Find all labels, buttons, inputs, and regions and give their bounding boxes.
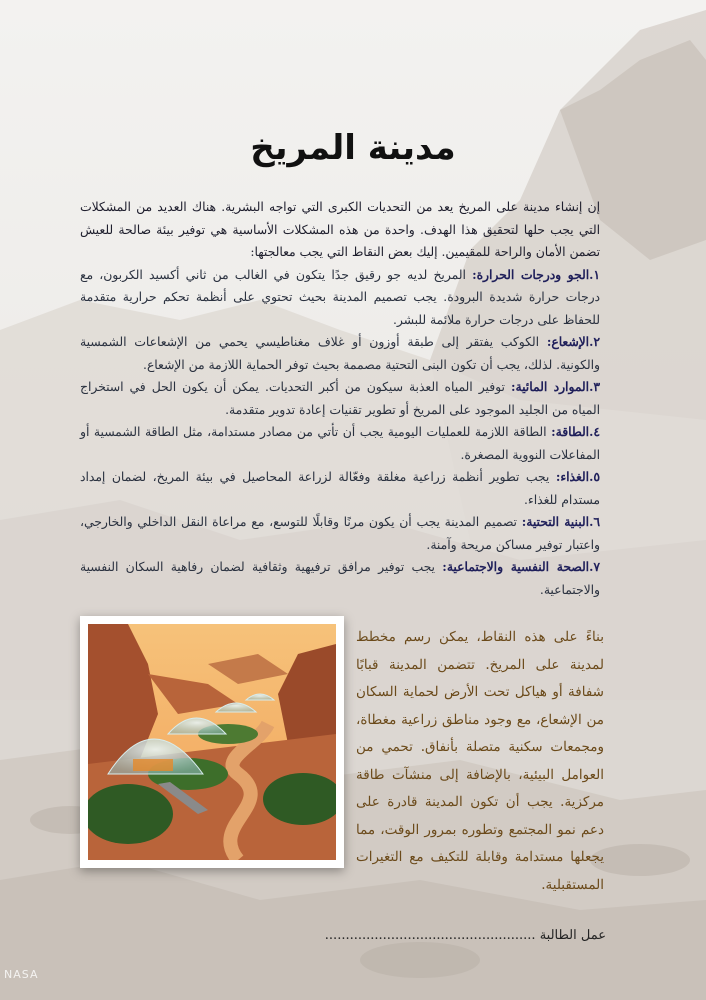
item-text: يجب توفير مرافق ترفيهية وثقافية لضمان رفاهية السكان النفسية والاجتماعية. bbox=[80, 560, 600, 597]
mars-domes-image bbox=[88, 624, 336, 860]
item-text: المريخ لديه جو رقيق جدًا يتكون في الغالب من ثاني أكسيد الكربون، مع درجات حرارة شديدة البرودة. يجب تصميم المدينة بحيث تحتوي على أنظمة تحكم حرارية متقدمة للحفاظ على درجات حرارة ملائمة للبشر. bbox=[80, 267, 600, 327]
page-title: مدينة المريخ bbox=[250, 128, 456, 168]
footer-dots: ................................................... bbox=[324, 928, 536, 943]
item-heading: ٢.الإشعاع: bbox=[546, 334, 600, 349]
item-text: الكوكب يفتقر إلى طبقة أوزون أو غلاف مغناطيسي يحمي من الإشعاعات الشمسية والكونية. لذلك، يجب أن تكون البنى التحتية مصممة بحيث توفر الحماية اللازمة من الإشعاع. bbox=[80, 335, 600, 372]
item-text: يجب تطوير أنظمة زراعية مغلقة وفعّالة لزراعة المحاصيل في بيئة المريخ، لضمان إمداد مستدام للغذاء. bbox=[80, 470, 600, 507]
list-item bbox=[80, 376, 600, 421]
item-text: الطاقة اللازمة للعمليات اليومية يجب أن تأتي من مصادر مستدامة، مثل الطاقة الشمسية أو المفاعلات النووية المصغرة. bbox=[80, 425, 600, 462]
side-paragraph: بناءً على هذه النقاط، يمكن رسم مخطط لمدينة على المريخ. تتضمن المدينة قبابًا شفافة أو هياكل تحت الأرض لحماية السكان من الإشعاع، مع وجود مناطق زراعية مغطاة، ومجمعات سكنية متصلة بأنفاق. تحمي من العوامل البيئية، بالإضافة إلى منشآت طاقة مركزية. يجب أن تكون المدينة قادرة على دعم نمو المجتمع وتطوره بمرور الوقت، مما يجعلها مستدامة وقابلة للتكيف مع التغيرات المستقبلية. bbox=[356, 629, 604, 893]
student-signature-line bbox=[310, 928, 606, 943]
list-item bbox=[80, 511, 600, 556]
mars-city-illustration bbox=[80, 616, 344, 868]
list-item bbox=[80, 556, 600, 601]
nasa-watermark: NASA bbox=[4, 968, 39, 981]
item-heading: ٤.الطاقة: bbox=[551, 424, 600, 439]
footer-label: عمل الطالبة bbox=[539, 928, 606, 943]
list-item bbox=[80, 264, 600, 332]
main-article bbox=[80, 196, 600, 601]
item-heading: ٣.الموارد المائية: bbox=[510, 379, 600, 394]
item-text: توفير المياه العذبة سيكون من أكبر التحديات. يمكن أن يكون الحل في استخراج المياه من الجليد الموجود على المريخ أو تطوير تقنيات إعادة تدوير متقدمة. bbox=[80, 380, 600, 417]
item-text: تصميم المدينة يجب أن يكون مرنًا وقابلًا للتوسع، مع مراعاة النقل الداخلي والخارجي، واعتبار توفير مساكن مريحة وآمنة. bbox=[80, 515, 600, 552]
list-item bbox=[80, 421, 600, 466]
item-heading: ٧.الصحة النفسية والاجتماعية: bbox=[442, 559, 600, 574]
intro-paragraph: إن إنشاء مدينة على المريخ يعد من التحديات الكبرى التي تواجه البشرية. هناك العديد من المشكلات التي يجب حلها لتحقيق هذا الهدف. واحدة من هذه المشكلات الأساسية هي توفير بيئة صالحة للعيش تضمن الأمان والراحة للمقيمين. إليك بعض النقاط التي يجب معالجتها: bbox=[80, 200, 600, 259]
item-heading: ٥.الغذاء: bbox=[555, 469, 600, 484]
list-item bbox=[80, 331, 600, 376]
item-heading: ٦.البنية التحتية: bbox=[521, 514, 600, 529]
list-item bbox=[80, 466, 600, 511]
item-heading: ١.الجو ودرجات الحرارة: bbox=[472, 266, 600, 282]
